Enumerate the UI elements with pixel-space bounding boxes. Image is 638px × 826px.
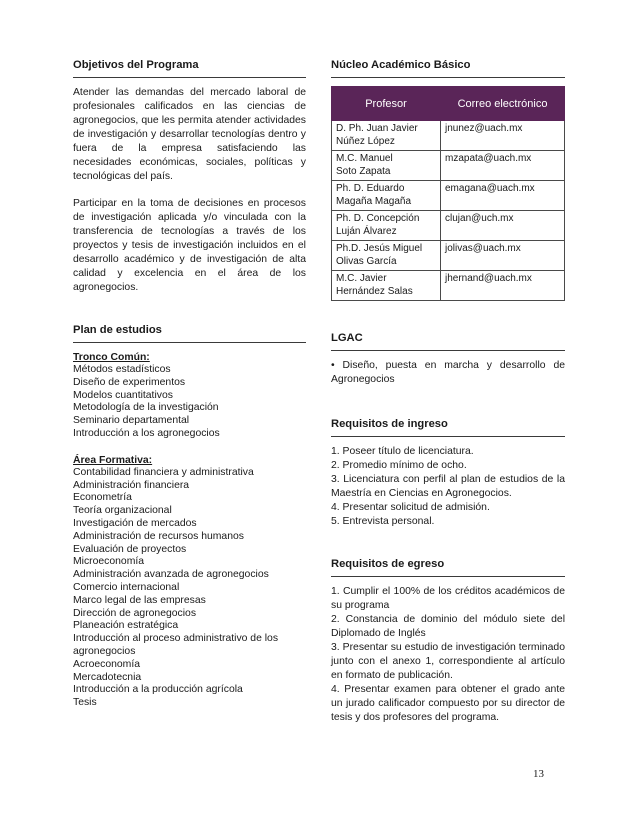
page-number: 13 — [533, 768, 544, 780]
tronco-item: Métodos estadísticos — [73, 364, 171, 375]
area-item: Administración financiera — [73, 479, 190, 491]
area-item: Introducción a la producción agrícola — [73, 684, 243, 696]
profesor-line-2: Luján Álvarez — [336, 225, 397, 237]
profesor-line-2: Hernández Salas — [336, 285, 413, 297]
email-cell: mzapata@uach.mx — [441, 151, 565, 181]
ingreso-title: Requisitos de ingreso — [331, 418, 448, 430]
area-item: Contabilidad financiera y administrativa — [73, 466, 254, 478]
egreso-rule — [331, 576, 565, 577]
area-item: Tesis — [73, 697, 97, 709]
ingreso-item: 4. Presentar solicitud de admisión. — [331, 502, 490, 513]
profesor-line-2: Olivas García — [336, 255, 397, 267]
email-cell: jnunez@uach.mx — [441, 121, 565, 151]
email-cell: jhernand@uach.mx — [441, 271, 565, 301]
tronco-list — [73, 364, 306, 441]
lgac-title: LGAC — [331, 332, 363, 344]
email-cell: jolivas@uach.mx — [441, 241, 565, 271]
egreso-item: 4. Presentar examen para obtener el grado ante un jurado calificador compuesto por su director de tesis y dos profesores del programa. — [331, 684, 565, 723]
area-item: Marco legal de las empresas — [73, 594, 206, 606]
profesor-cell — [332, 241, 441, 271]
plan-title: Plan de estudios — [73, 324, 162, 336]
tronco-item: Metodología de la investigación — [73, 402, 219, 414]
lgac-rule — [331, 350, 565, 351]
profesor-cell — [332, 271, 441, 301]
col-correo: Correo electrónico — [441, 87, 565, 121]
area-item: Evaluación de proyectos — [73, 543, 187, 555]
egreso-title: Requisitos de egreso — [331, 558, 445, 570]
tronco-item: Seminario departamental — [73, 415, 190, 427]
profesor-cell — [332, 211, 441, 241]
profesor-line-2: Magaña Magaña — [336, 195, 412, 207]
table-row — [332, 181, 565, 211]
egreso-item: 3. Presentar su estudio de investigación terminado junto con el anexo 1, correspondiente al artículo en formato de publicación. — [331, 642, 565, 681]
nucleo-table — [331, 86, 565, 301]
area-item: Administración de recursos humanos — [73, 530, 244, 542]
objetivos-title: Objetivos del Programa — [73, 59, 199, 71]
table-row — [332, 121, 565, 151]
area-item: Dirección de agronegocios — [73, 607, 197, 619]
profesor-cell — [332, 151, 441, 181]
profesor-line-1: Ph. D. Eduardo — [336, 183, 405, 194]
area-item: Microeconomía — [73, 556, 145, 568]
area-list — [73, 467, 306, 710]
ingreso-item: 5. Entrevista personal. — [331, 516, 435, 527]
objetivos-paragraph-2: Participar en la toma de decisiones en procesos de investigación aplicada y/o vinculada con la transferencia de tecnologías a través de los proyectos y tesis de investigación incluidos en el desarrollo académico y de investigación de alta calidad y excelencia en el área de los agronegocios. — [73, 198, 306, 293]
area-item: Introducción al proceso administrativo de los agronegocios — [73, 633, 279, 657]
tronco-item: Introducción a los agronegocios — [73, 427, 220, 439]
profesor-line-2: Soto Zapata — [336, 165, 391, 177]
table-row — [332, 211, 565, 241]
plan-rule — [73, 342, 306, 343]
egreso-item: 2. Constancia de dominio del módulo siete del Diplomado de Inglés — [331, 614, 565, 639]
table-row — [332, 151, 565, 181]
ingreso-item: 3. Licenciatura con perfil al plan de estudios de la Maestría en Ciencias en Agronegocios. — [331, 474, 565, 499]
profesor-line-1: M.C. Manuel — [336, 153, 393, 164]
area-item: Teoría organizacional — [73, 505, 172, 517]
tronco-title: Tronco Común: — [73, 352, 150, 363]
profesor-line-1: Ph.D. Jesús Miguel — [336, 243, 423, 254]
col-profesor: Profesor — [332, 87, 441, 121]
nucleo-title: Núcleo Académico Básico — [331, 59, 471, 71]
area-item: Investigación de mercados — [73, 517, 197, 529]
left-column — [73, 58, 306, 710]
ingreso-list — [331, 445, 565, 529]
area-item: Comercio internacional — [73, 581, 180, 593]
area-item: Administración avanzada de agronegocios — [73, 569, 269, 581]
area-title: Área Formativa: — [73, 454, 153, 466]
egreso-list — [331, 585, 565, 725]
email-cell: clujan@uch.mx — [441, 211, 565, 241]
profesor-cell — [332, 181, 441, 211]
egreso-item: 1. Cumplir el 100% de los créditos académicos de su programa — [331, 586, 565, 611]
profesor-line-1: M.C. Javier — [336, 273, 387, 284]
area-item: Planeación estratégica — [73, 620, 179, 632]
profesor-cell — [332, 121, 441, 151]
area-item: Mercadotecnia — [73, 671, 142, 683]
tronco-item: Diseño de experimentos — [73, 376, 186, 388]
area-item: Econometría — [73, 492, 132, 504]
nucleo-rule — [331, 77, 565, 78]
tronco-item: Modelos cuantitativos — [73, 389, 173, 401]
ingreso-item: 2. Promedio mínimo de ocho. — [331, 460, 467, 471]
area-item: Acroeconomía — [73, 658, 140, 670]
email-cell: emagana@uach.mx — [441, 181, 565, 211]
ingreso-rule — [331, 436, 565, 437]
table-row — [332, 271, 565, 301]
profesor-line-1: D. Ph. Juan Javier — [336, 123, 418, 134]
ingreso-item: 1. Poseer título de licenciatura. — [331, 446, 474, 457]
profesor-line-2: Núñez López — [336, 135, 395, 147]
objetivos-rule — [73, 77, 306, 78]
objetivos-paragraph-1: Atender las demandas del mercado laboral de profesionales calificados en las ciencias de agronegocios, que les permita atender actividades de investigación y desarrollar tecnologías dentro y fuera de la empresa satisfaciendo las necesidades económicas, sociales, políticas y tecnológicas del país. — [73, 87, 306, 182]
table-row — [332, 241, 565, 271]
right-column — [331, 58, 565, 725]
profesor-line-1: Ph. D. Concepción — [336, 213, 420, 224]
lgac-text: • Diseño, puesta en marcha y desarrollo de Agronegocios — [331, 360, 565, 385]
